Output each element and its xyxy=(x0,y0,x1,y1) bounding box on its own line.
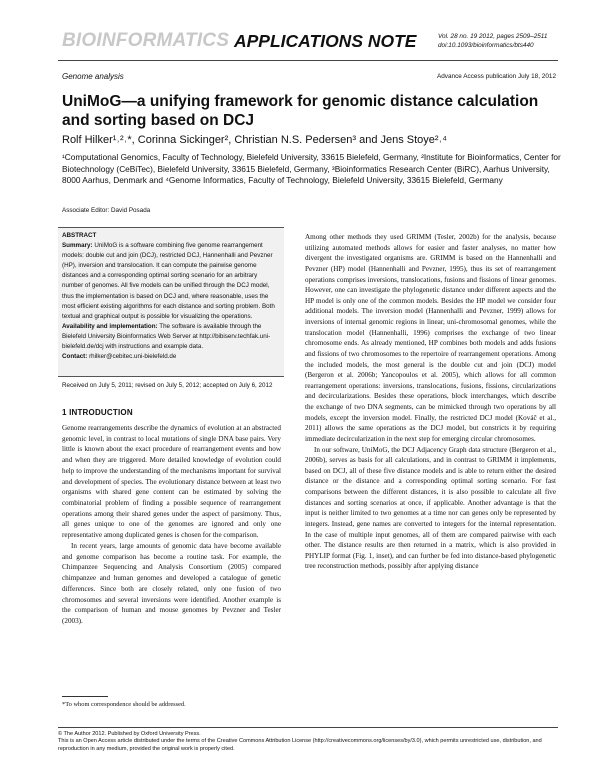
received-dates: Received on July 5, 2011; revised on July 5, 2012; accepted on July 6, 2012 xyxy=(62,382,273,389)
abstract-availability xyxy=(62,322,280,352)
header-rule xyxy=(58,60,558,61)
contact-label: Contact: xyxy=(62,353,88,361)
advance-access-note: Advance Access publication July 18, 2012 xyxy=(436,73,556,80)
associate-editor: Associate Editor: David Posada xyxy=(62,207,151,214)
availability-label: Availability and implementation: xyxy=(62,322,158,330)
right-paragraph-2: In our software, UniMoG, the DCJ Adjacency Graph data structure (Bergeron et al., 2006b), serves as basis for all calculations, and in contrast to GRIMM it implements, based on DCJ, all of these five distance models and is able to return either the desired distance or the distance and a corresponding optimal sorting scenario. For fast comparisons between the different distances, it is also possible to calculate all five distances and sorting scenarios at once, if applicable. Another advantage is that the input is neither limited to two genomes at a time nor can genes only be represented by integers. Instead, gene names are converted to integers for the internal representation. In the case of multiple input genomes, all of them are compared pairwise with each other. The distance results are then returned in a matrix, which is also provided in PHYLIP format (Fig. 1, inset), and can further be fed into distance-based phylogenetic tree reconstruction methods, possibly after applying distance xyxy=(305,445,556,571)
right-column-body xyxy=(305,232,556,572)
summary-label: Summary: xyxy=(62,242,93,250)
citation-doi: doi:10.1093/bioinformatics/bts440 xyxy=(438,42,534,49)
copyright-notice xyxy=(58,731,558,753)
summary-text: UniMoG is a software combining five genome rearrangement models: double cut and join (DCJ), restricted DCJ, Hannenhalli and Pevzner (HP), inversion and translocation. It can compute the pairwise genome distances and a corresponding optimal sorting scenario for an arbitrary number of genomes. All five models can be unified through the DCJ model, thus the implementation is based on DCJ and, where reasonable, uses the most efficient existing algorithms for each distance and sorting problem. Both textual and graphical output is possible for visualizing the operations. xyxy=(62,242,275,320)
intro-paragraph-2: In recent years, large amounts of genomic data have become available and genome comparison has become a routine task. For example, the Chimpanzee Sequencing and Analysis Consortium (2005) compared chimpanzee and human genomes and developed a catalogue of genetic differences. Since both are closely related, only one fusion of two chromosomes and several inversions were identified. Another example is the comparison of human and mouse genomes by Pevzner and Tesler (2003). xyxy=(62,541,281,625)
introduction-heading: 1 INTRODUCTION xyxy=(62,408,133,417)
author-list: Rolf Hilker¹˒²˒*, Corinna Sickinger², Christian N.S. Pedersen³ and Jens Stoye²˒⁴ xyxy=(62,134,447,146)
journal-banner xyxy=(58,30,556,56)
contact-text: rhilker@cebitec.uni-bielefeld.de xyxy=(87,353,177,361)
footnote-rule xyxy=(62,696,108,697)
correspondence-footnote: *To whom correspondence should be addressed. xyxy=(62,701,186,708)
abstract-summary xyxy=(62,241,280,322)
citation-info xyxy=(438,32,556,50)
right-paragraph-1: Among other methods they used GRIMM (Tesler, 2002b) for the analysis, because utilizing automated methods allows for easier and faster analyses, no matter how divergent the investigated organisms are. GRIMM is based on the Hannenhalli and Pevzner (HP) model (Hannenhalli and Pevzner, 1995), thus its set of rearrangement operations comprises inversions, translocations, fusions and fissions of linear genomes. However, one can investigate the phylogenetic distance under different aspects and the HP model is only one of the common models. Besides the HP model we consider four additional models. The inversion model (Hannenhalli and Pevzner, 1999) allows for inversions of internal genomic regions in linear, uni-chromosomal genomes, while the translocation model (Hannenhalli, 1996) comprises the exchange of two linear chromosome ends. As already mentioned, HP combines both models and adds fusions and fissions of two chromosomes to the repertoire of rearrangement operations. Among the included models, the most general is the double cut and join (DCJ) model (Bergeron et al. 2006b; Yancopoulos et al. 2005), which allows for all common rearrangement operations: inversions, translocations, fusions, fissions, circularizations and decircularizations. Besides these operations, block interchanges, which describe the exchange of two DNA segments, can be mimicked through two operations by all models, except the inversion model. Finally, the restricted DCJ model (Kováč et al., 2011) allows the same operations as the DCJ model, but constricts it by requiring immediate decircularization in the next step for emerging circular chromosomes. xyxy=(305,233,556,443)
abstract-contact xyxy=(62,352,280,362)
left-column-body xyxy=(62,423,281,627)
subject-category: Genome analysis xyxy=(62,72,124,81)
copyright-line: © The Author 2012. Published by Oxford University Press. xyxy=(58,731,201,737)
footer-rule xyxy=(58,727,558,728)
paper-title: UniMoG—a unifying framework for genomic distance calculation and sorting based on DCJ xyxy=(62,93,539,129)
intro-paragraph-1: Genome rearrangements describe the dynamics of evolution at an abstracted genomic level, in contrast to local mutations of single DNA base pairs. Very little is known about the exact procedure of rearrangement events and how and when they are triggered. More detailed knowledge of evolution could help to improve the understanding of the mechanisms important for survival and development of species. The evolutionary distance between at least two organisms with shared gene content can be estimated by solving the combinatorial problem of finding a possible sequence of rearrangement operations among their shared genes under the aspect of parsimony. Thus, all genes unique to one of the genomes are ignored and only one representative among duplicated genes is chosen for the comparison. xyxy=(62,424,281,540)
citation-volume: Vol. 28 no. 19 2012, pages 2509–2511 xyxy=(438,33,548,40)
journal-name: BIOINFORMATICS xyxy=(62,30,230,51)
availability-text: The software is available through the Bielefeld University Bioinformatics Web Server at http://bibiserv.techfak.uni-bielefeld.de/dcj with instructions and example data. xyxy=(62,322,271,351)
abstract xyxy=(62,231,280,362)
section-type: APPLICATIONS NOTE xyxy=(234,31,417,51)
abstract-heading: ABSTRACT xyxy=(62,232,97,239)
affiliations: ¹Computational Genomics, Faculty of Technology, Bielefeld University, 33615 Bielefeld, Germany, ²Institute for Bioinformatics, Center for Biotechnology (CeBiTec), Bielefeld University, 33615 Bielefeld, Germany, ³Bioinformatics Research Center (BiRC), Aarhus University, 8000 Aarhus, Denmark and ⁴Genome Informatics, Faculty of Technology, Bielefeld University, 33615 Bielefeld, Germany xyxy=(62,152,561,186)
license-line: This is an Open Access article distributed under the terms of the Creative Commons Attribution License (http://creativecommons.org/licenses/by/3.0), which permits unrestricted use, distribution, and reproduction in any medium, provided the original work is properly cited. xyxy=(58,738,542,752)
